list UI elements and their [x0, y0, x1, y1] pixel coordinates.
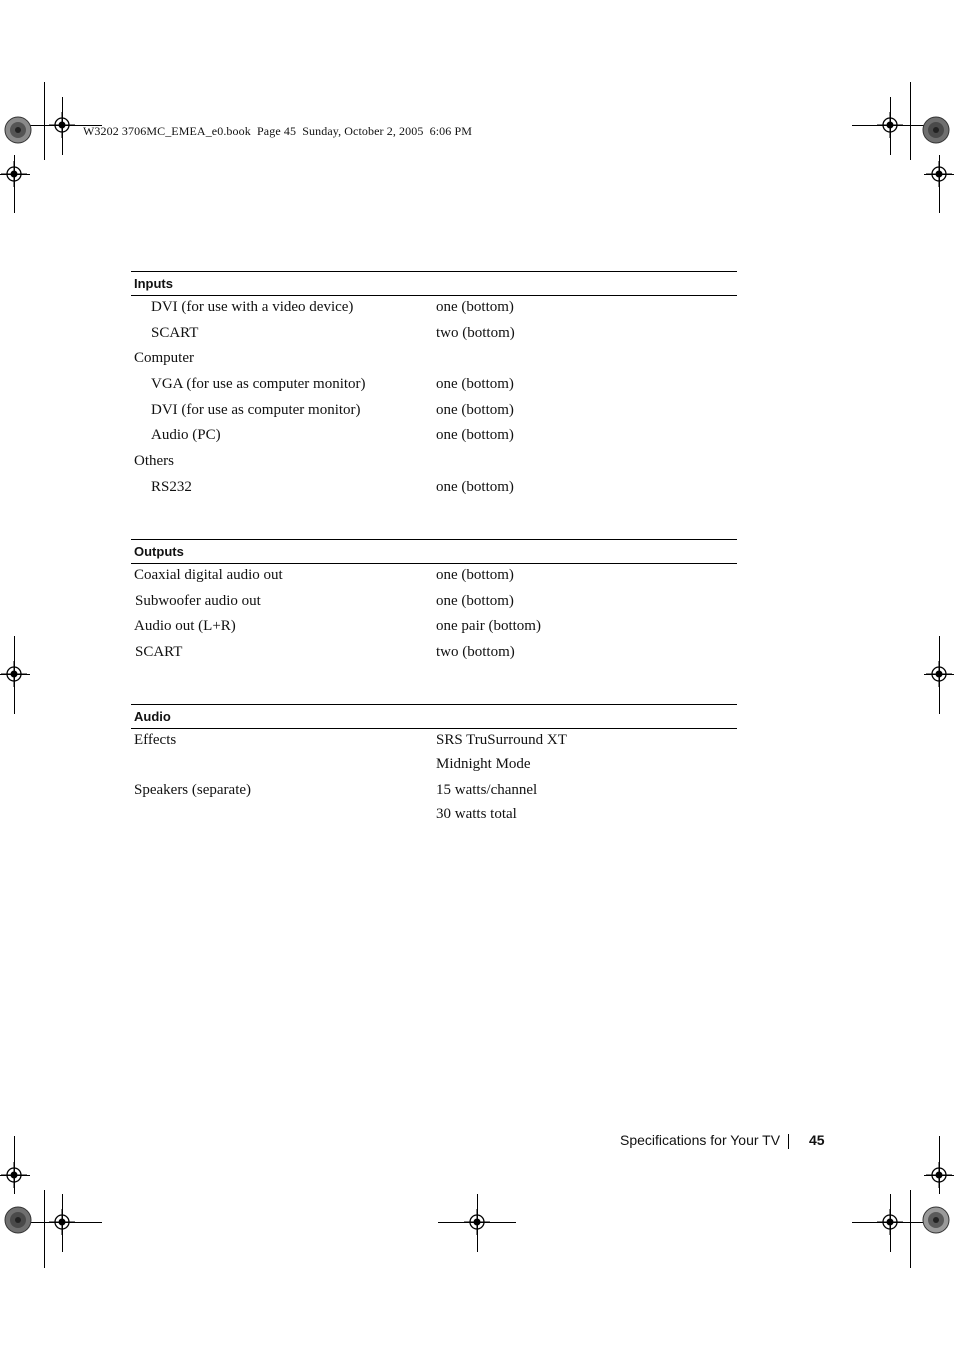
page-number: 45: [809, 1132, 825, 1148]
spec-value: one (bottom): [436, 478, 514, 495]
spec-row: [131, 476, 737, 502]
spec-value: two (bottom): [436, 644, 515, 661]
spec-value: SRS TruSurround XT: [436, 732, 567, 748]
registration-mark-icon: [464, 1209, 490, 1235]
spec-group-row: [131, 347, 737, 373]
spec-label: SCART: [151, 324, 199, 341]
outputs-section: [131, 539, 737, 667]
spec-value: 30 watts total: [436, 805, 517, 822]
spec-row: [131, 322, 737, 348]
spec-row: [131, 615, 737, 641]
spec-row: [131, 399, 737, 425]
spec-label: SCART: [135, 644, 183, 661]
color-target-icon: [3, 1205, 33, 1235]
spec-value: Midnight Mode: [436, 756, 531, 772]
crop-line: [44, 82, 45, 160]
crop-line: [44, 1190, 45, 1268]
section-heading: Audio: [131, 704, 737, 729]
spec-row: [131, 424, 737, 450]
spec-label: Effects: [134, 732, 177, 748]
spec-row: [131, 590, 737, 616]
spec-label: Subwoofer audio out: [135, 592, 261, 609]
spec-row: [131, 373, 737, 399]
spec-row: [131, 753, 737, 779]
spec-row: [131, 729, 737, 753]
spec-value: 15 watts/channel: [436, 781, 538, 798]
spec-label: RS232: [151, 478, 192, 495]
spec-group-label: Others: [134, 453, 174, 470]
registration-mark-icon: [49, 112, 75, 138]
spec-label: VGA (for use as computer monitor): [151, 376, 366, 393]
color-target-icon: [921, 115, 951, 145]
footer-section-title: Specifications for Your TV: [620, 1132, 781, 1148]
color-target-icon: [921, 1205, 951, 1235]
crop-line: [910, 82, 911, 160]
spec-value: two (bottom): [436, 324, 515, 341]
print-slug-line: W3202 3706MC_EMEA_e0.book Page 45 Sunday, October 2, 2005 6:06 PM: [83, 124, 472, 138]
spec-group-row: [131, 450, 737, 476]
registration-mark-icon: [926, 161, 952, 187]
spec-label: DVI (for use with a video device): [151, 299, 354, 315]
spec-value: one (bottom): [436, 592, 514, 609]
spec-row: [131, 803, 737, 829]
spec-row: [131, 296, 737, 322]
registration-mark-icon: [1, 161, 27, 187]
spec-label: DVI (for use as computer monitor): [151, 401, 361, 418]
registration-mark-icon: [49, 1209, 75, 1235]
spec-label: Speakers (separate): [134, 781, 252, 798]
spec-label: Coaxial digital audio out: [134, 567, 283, 583]
section-heading: Inputs: [131, 271, 737, 296]
footer-divider: [788, 1134, 789, 1149]
spec-value: one (bottom): [436, 567, 514, 583]
audio-section: [131, 704, 737, 828]
color-target-icon: [3, 115, 33, 145]
registration-mark-icon: [1, 661, 27, 687]
spec-row: [131, 779, 737, 803]
crop-line: [910, 1190, 911, 1268]
spec-value: one (bottom): [436, 299, 514, 315]
spec-value: one (bottom): [436, 376, 514, 393]
registration-mark-icon: [877, 1209, 903, 1235]
spec-group-label: Computer: [134, 350, 194, 367]
spec-row: [131, 564, 737, 590]
spec-row: [131, 641, 737, 667]
registration-mark-icon: [926, 1162, 952, 1188]
inputs-section: [131, 271, 737, 502]
spec-label: Audio (PC): [151, 427, 221, 444]
registration-mark-icon: [1, 1162, 27, 1188]
spec-label: Audio out (L+R): [134, 618, 236, 635]
spec-value: one (bottom): [436, 427, 514, 444]
registration-mark-icon: [926, 661, 952, 687]
registration-mark-icon: [877, 112, 903, 138]
spec-value: one (bottom): [436, 401, 514, 418]
spec-value: one pair (bottom): [436, 618, 541, 635]
section-heading: Outputs: [131, 539, 737, 564]
